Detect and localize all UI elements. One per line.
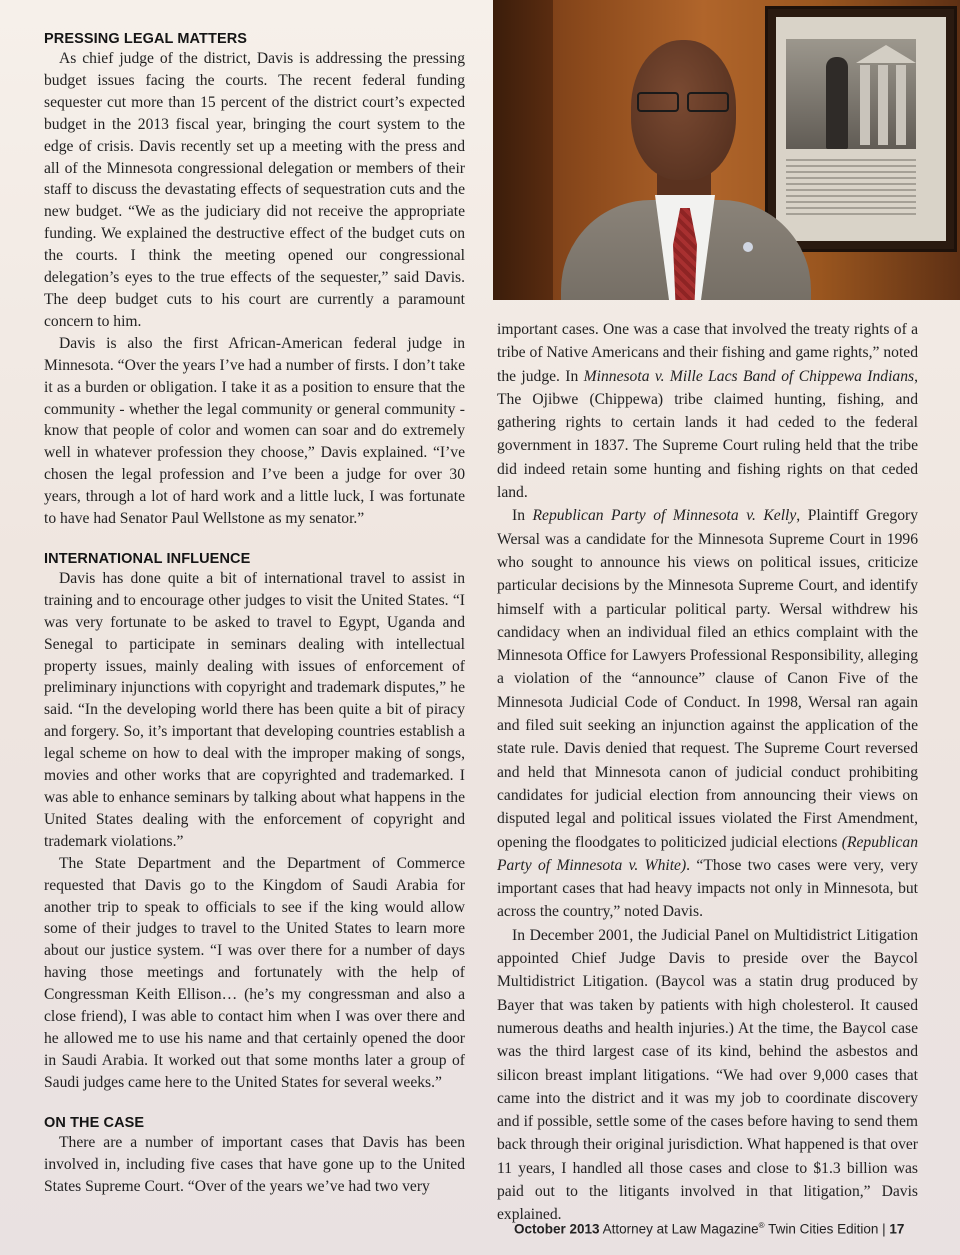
paragraph: The State Department and the Department of Commerce requested that Davis go to the Kingdom of Saudi Arabia for another trip to speak to officials to see if the king would allow some of their judges to travel to the United States to learn more about our justice system. “I was over there for a number of days having those meetings and fortunately with the help of Congressman Keith Ellison… (he’s my congressman and also a close friend), I was able to contact him when I was over there and he allowed me to use his name and that certainly opened the door in Saudi Arabia. It worked out that some months later a group of Saudi judges came here to the United States for several weeks.” xyxy=(44,854,465,1091)
magazine-name: Attorney at Law Magazine xyxy=(602,1221,759,1237)
paragraph: Davis has done quite a bit of international travel to assist in training and to encourage other judges to visit the United States. “I was very fortunate to be asked to travel to Egypt, Uganda and Senegal to participate in seminars dealing with intellectual property issues, mainly dealing with issues of enforcement of preliminary injunctions with copyright and trademark disputes,” he said. “In the developing world there has been quite a bit of piracy and forgery. So, it’s important that developing countries establish a legal scheme on how to deal with the improper making of songs, movies and other works that are copyrighted and trademarked. I was able to enhance seminars by talking about what happens in the United States dealing with the enforcement of copyright and trademark violations.” xyxy=(44,569,465,850)
left-column xyxy=(44,30,465,1197)
judge-photo xyxy=(493,0,960,300)
case-name: (Republican Party of Minnesota v. White) xyxy=(497,833,918,874)
section-heading-case: ON THE CASE xyxy=(44,1114,145,1131)
case-name: Republican Party of Minnesota v. Kelly xyxy=(532,507,797,525)
separator: | xyxy=(882,1221,886,1237)
paragraph: In December 2001, the Judicial Panel on Multidistrict Litigation appointed Chief Judge Davis to preside over the Baycol Multidistrict Litigation. (Baycol was a statin drug produced by Bayer that was taken by patients with high cholesterol. It caused numerous deaths and health injuries.) At the time, the Baycol case was the third largest case of its kind, behind the asbestos and silicon breast implant litigations. “We had over 9,000 cases that came into the district and it was my job to coordinate discovery and if possible, settle some of the cases before having to send them back through their original jurisdiction. What happened is that over 11 years, I handled all those cases and close to $1.3 billion was paid out to the litigants involved in that litigation,” Davis explained. xyxy=(497,926,918,1224)
portrait-person xyxy=(553,30,813,300)
paragraph: important cases. One was a case that involved the treaty rights of a tribe of Native Americans and their fishing and game rights,” noted the judge. In Minnesota v. Mille Lacs Band of Chippewa Indians, The Ojibwe (Chippewa) tribe claimed hunting, fishing, and gathering rights to certain lands it had ceded to the federal government in 1837. The Supreme Court ruling held that the tribe did indeed retain some hunting and fishing rights on that ceded land. xyxy=(497,321,918,502)
page-number: 17 xyxy=(889,1221,905,1237)
paragraph: There are a number of important cases that Davis has been involved in, including five cases that have gone up to the United States Supreme Court. “Over of the years we’ve had two very xyxy=(44,1133,465,1195)
right-column xyxy=(497,318,918,1227)
page-footer: October 2013 Attorney at Law Magazine® Twin Cities Edition | 17 xyxy=(514,1221,905,1237)
paragraph: As chief judge of the district, Davis is addressing the pressing budget issues facing the courts. The recent federal funding sequester cut more than 15 percent of the district court’s expected budget in the 2013 fiscal year, bringing the court system to the edge of crisis. Davis recently set up a meeting with the press and all of the Minnesota congressional delegation or members of their staff to discuss the devastating effects of sequestration cuts and the new budget. “We as the judiciary did not receive the appropriate funding. We explained the destructive effect of the budget cuts on the courts. I think the meeting opened our congressional delegation’s eyes to the true effects of the sequester,” said Davis. The deep budget cuts to his court are currently a paramount concern to him. xyxy=(44,50,465,330)
issue-date: October 2013 xyxy=(514,1221,600,1237)
section-heading-legal: PRESSING LEGAL MATTERS xyxy=(44,31,248,47)
glasses-icon xyxy=(637,92,729,110)
edition-name: Twin Cities Edition xyxy=(768,1221,879,1237)
lapel-pin xyxy=(743,242,753,252)
bookshelf xyxy=(493,0,553,300)
section-heading-international: INTERNATIONAL INFLUENCE xyxy=(44,550,251,567)
paragraph: Davis is also the first African-American federal judge in Minnesota. “Over the years I’ve had a number of firsts. I don’t take it as a burden or obligation. I take it as a position to ensure that the community - whether the legal community or general community - know that people of color and women can soar and do extremely well in whatever profession they choose,” Davis explained. “I’ve chosen the legal profession and I’ve been a judge for over 30 years, through a lot of hard work and a little luck, I was fortunate to have had Senator Paul Wellstone as my senator.” xyxy=(44,334,465,528)
paragraph: In Republican Party of Minnesota v. Kelly, Plaintiff Gregory Wersal was a candidate for the Minnesota Supreme Court in 1996 who sought to announce his views on political issues, criticize particular decisions by the Minnesota Supreme Court, and identify himself with a particular political party. Wersal withdrew his candidacy when an individual filed an ethics complaint with the Minnesota Office for Lawyers Professional Responsibility, alleging a violation of the “announce” clause of Canon Five of the Minnesota Judicial Code of Conduct. In 1998, Wersal ran again and filed suit seeking an injunction against the application of the state rule. Davis denied that request. The Supreme Court reversed and held that Minnesota canon of judicial conduct prohibiting candidates for judicial election from announcing their views on disputed legal and political issues violated the First Amendment, opening the floodgates to politicized judicial elections (Republican Party of Minnesota v. White). “Those two cases were very, very important cases that had heavy impacts not only in Minnesota, but across the country,” noted Davis. xyxy=(497,507,919,921)
case-name: Minnesota v. Mille Lacs Band of Chippewa Indians xyxy=(583,367,915,385)
